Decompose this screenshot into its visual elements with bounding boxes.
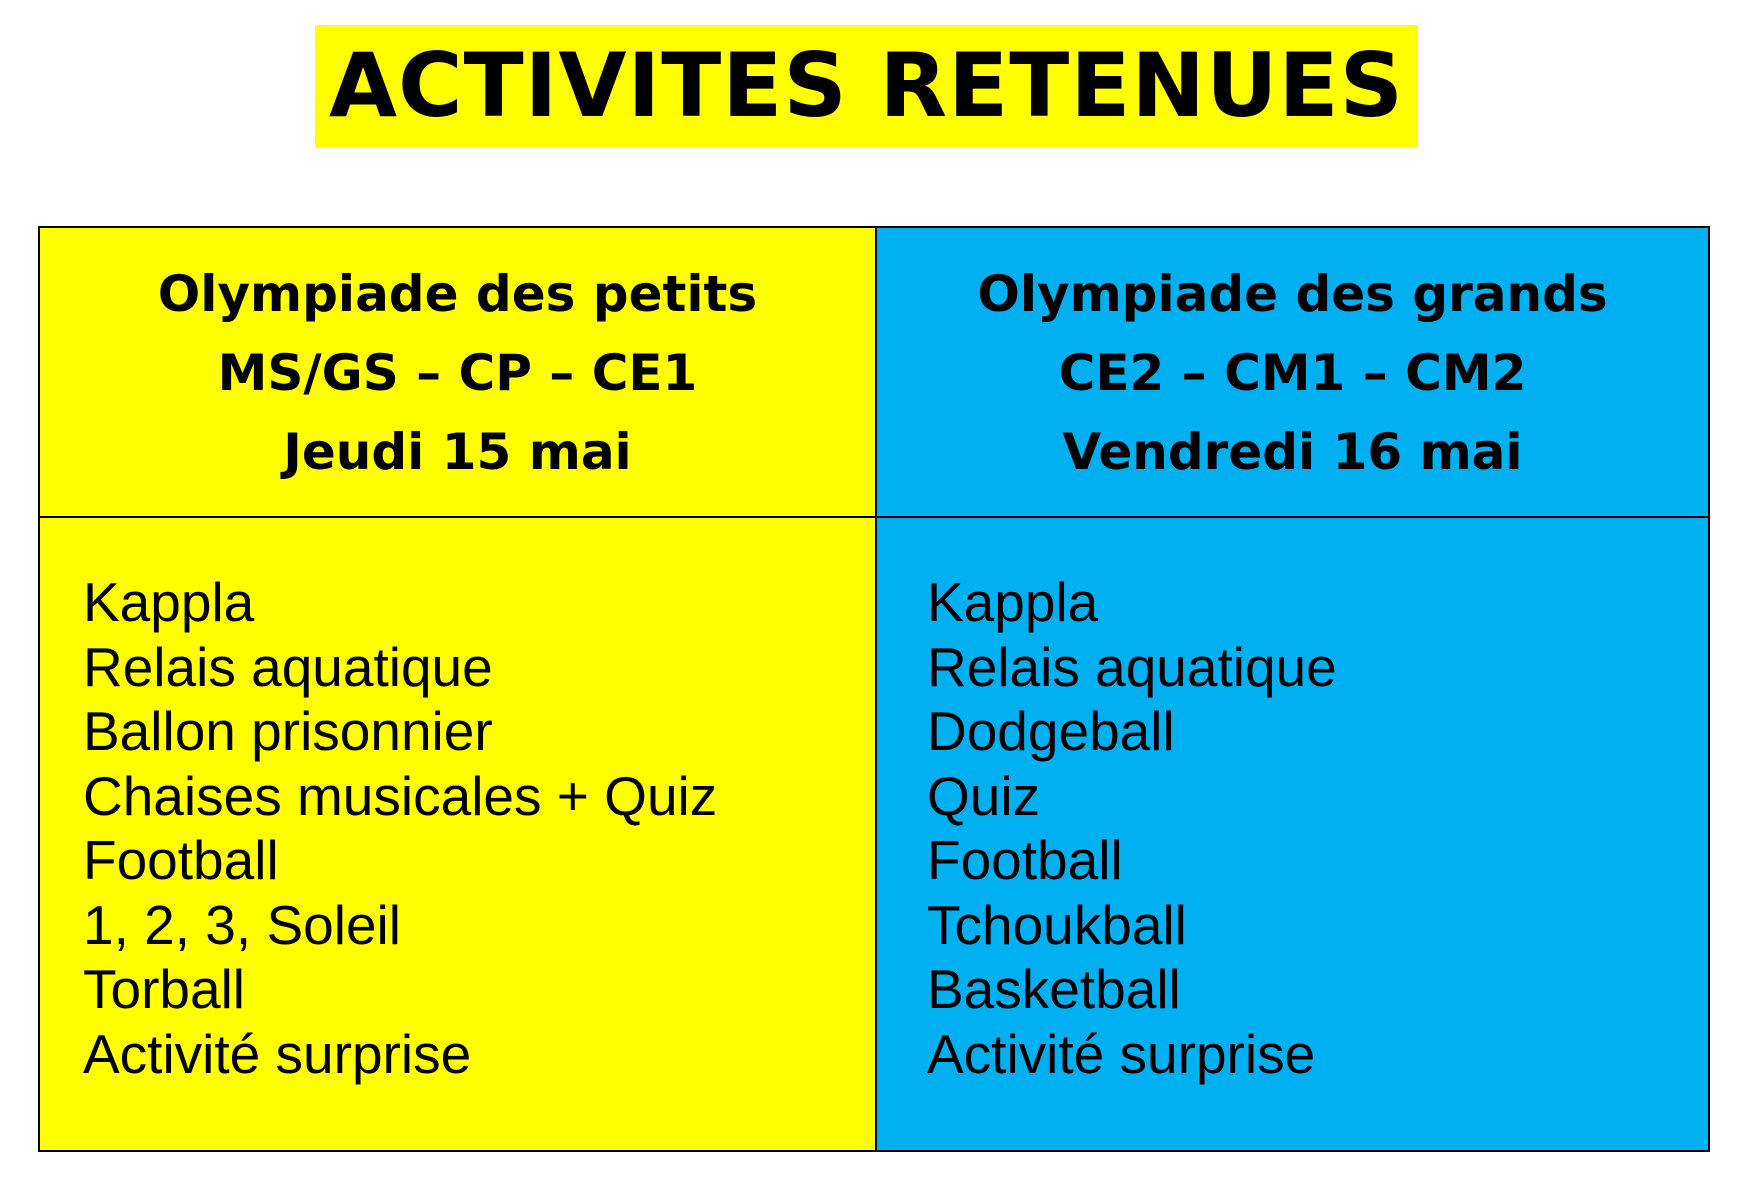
list-item: Football <box>83 829 279 891</box>
list-item: Dodgeball <box>927 700 1175 762</box>
list-item: Basketball <box>927 958 1181 1020</box>
list-item: Relais aquatique <box>927 635 1337 698</box>
activities-table <box>38 226 1710 1152</box>
activity-list-petits <box>40 518 875 1086</box>
activities-grands <box>877 518 1708 1150</box>
list-item: Quiz <box>927 764 1041 827</box>
header-petits-name: Olympiade des petits <box>157 264 758 323</box>
title-banner <box>315 25 1418 147</box>
activity-list-grands <box>877 518 1708 1086</box>
list-item: Ballon prisonnier <box>83 700 493 762</box>
header-petits <box>40 228 877 518</box>
list-item: Football <box>927 829 1123 891</box>
list-item: 1, 2, 3, Soleil <box>83 893 401 956</box>
list-item: Activité surprise <box>83 1022 472 1085</box>
list-item: Kappla <box>927 571 1099 633</box>
list-item: Torball <box>83 958 246 1020</box>
list-item: Chaises musicales + Quiz <box>83 764 718 827</box>
page-title: ACTIVITES RETENUES <box>328 34 1405 137</box>
header-grands-name: Olympiade des grands <box>977 264 1608 323</box>
list-item: Kappla <box>83 571 255 633</box>
header-grands-date: Vendredi 16 mai <box>1062 422 1523 481</box>
list-item: Tchoukball <box>927 893 1187 956</box>
activities-petits <box>40 518 877 1150</box>
header-grands-levels: CE2 – CM1 – CM2 <box>1058 343 1527 402</box>
list-item: Activité surprise <box>927 1022 1316 1085</box>
header-petits-date: Jeudi 15 mai <box>283 422 632 481</box>
list-item: Relais aquatique <box>83 635 493 698</box>
header-grands <box>877 228 1708 518</box>
header-petits-levels: MS/GS – CP – CE1 <box>217 343 698 402</box>
